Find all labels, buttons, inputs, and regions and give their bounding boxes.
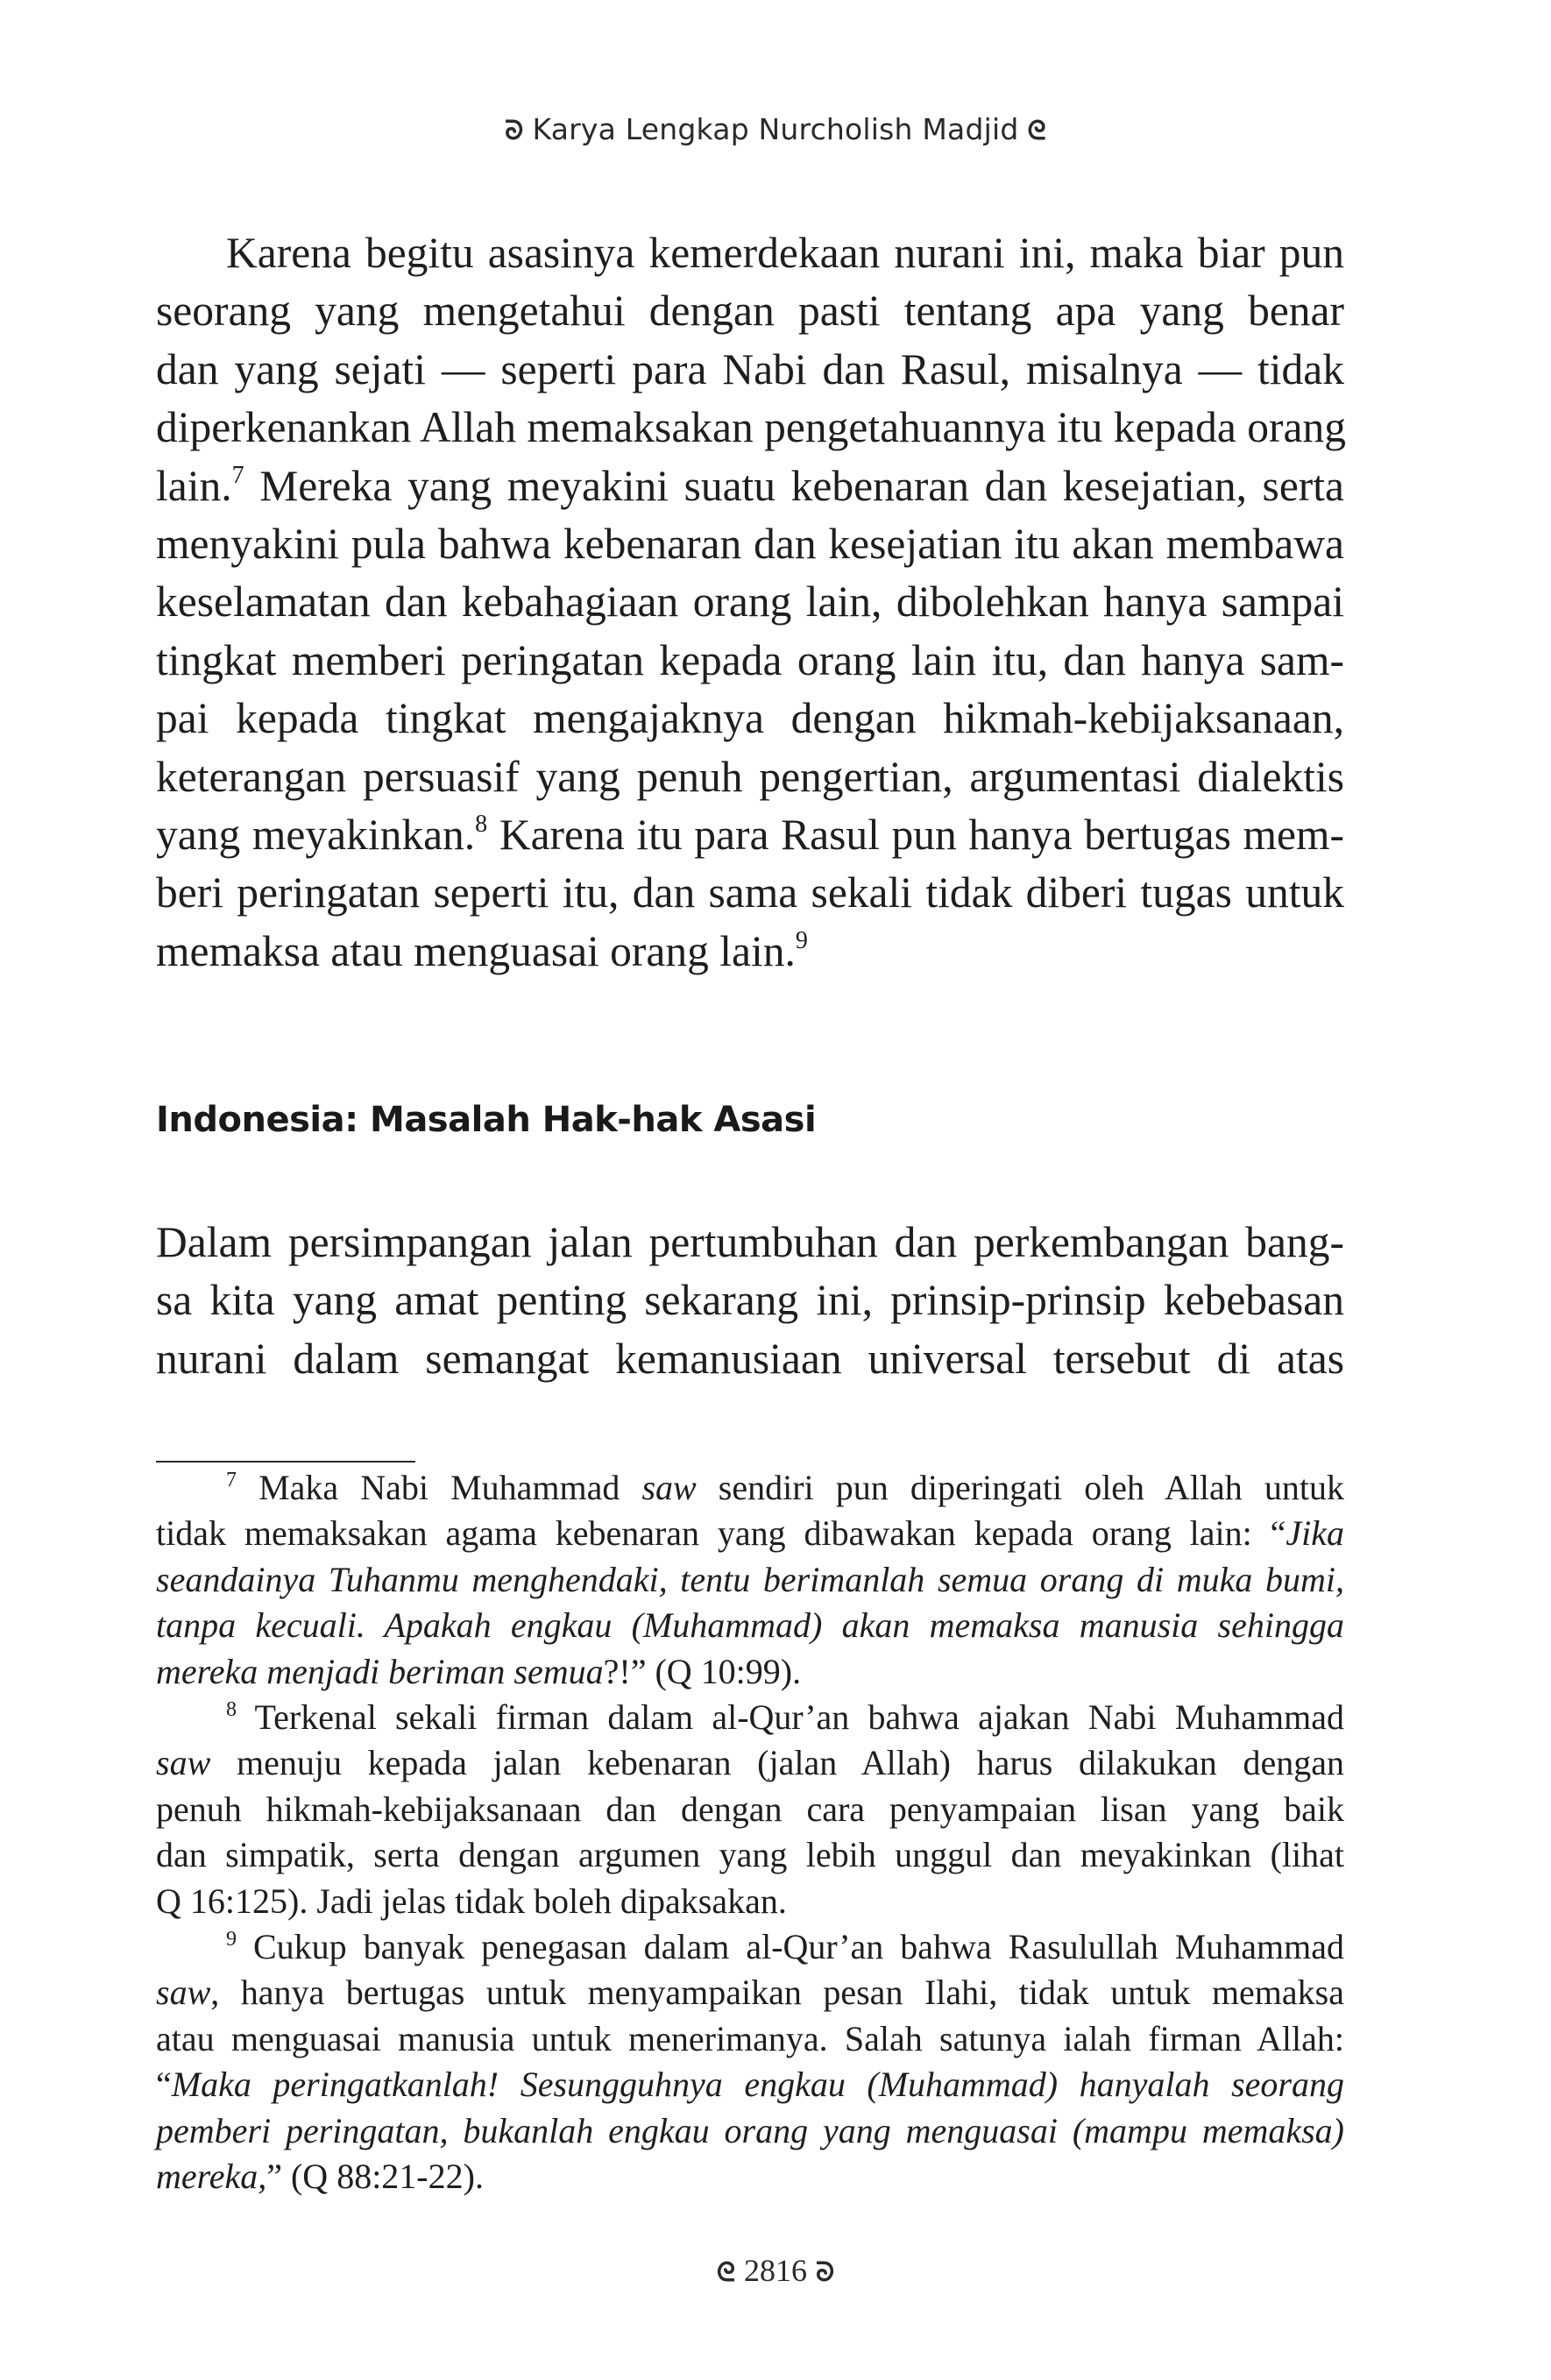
text-segment: Mereka yang meyakini suatu kebenaran dan kesejatian, serta xyxy=(244,461,1344,510)
text-line: sa kita yang amat penting sekarang ini, prinsip-prinsip kebebasan xyxy=(156,1276,1344,1325)
footnote-9 xyxy=(156,1924,1344,2199)
text-line: dan yang sejati — seperti para Nabi dan Rasul, misalnya — tidak xyxy=(156,344,1344,393)
text-segment: ?!” (Q 10:99). xyxy=(603,1651,802,1691)
text-segment: Maka Nabi Muhammad xyxy=(237,1468,642,1507)
footnote-line xyxy=(156,1465,1344,1511)
footnote-line xyxy=(156,1649,1344,1695)
footnote-line: Q 16:125). Jadi jelas tidak boleh dipaksakan. xyxy=(156,1881,787,1921)
text-segment: Karena itu para Rasul pun hanya bertugas mem- xyxy=(487,811,1345,860)
text-segment: menuju kepada jalan kebenaran (jalan Allah) harus dilakukan dengan xyxy=(210,1743,1344,1783)
footnote-line xyxy=(156,1740,1344,1786)
footnote-number: 7 xyxy=(226,1469,237,1491)
text-italic: Jika xyxy=(1285,1513,1344,1554)
footnote-divider xyxy=(156,1461,415,1463)
ornament-right-icon: ᘐ xyxy=(816,2257,835,2288)
ornament-right-icon: ᘓ xyxy=(1027,116,1046,146)
text-line: nurani dalam semangat kemanusiaan universal tersebut di atas xyxy=(156,1334,1344,1383)
text-line: seorang yang mengetahui dengan pasti tentang apa yang benar xyxy=(156,287,1344,336)
text-segment: sendiri pun diperingati oleh Allah untuk xyxy=(696,1468,1344,1507)
running-header-title: Karya Lengkap Nurcholish Madjid xyxy=(532,112,1019,146)
text-line xyxy=(156,457,1344,515)
page-number-footer xyxy=(0,2252,1551,2289)
footnote-line xyxy=(156,1603,1344,1648)
text-italic: saw xyxy=(156,1973,211,2013)
footnote-line: penuh hikmah-kebijaksanaan dan dengan cara penyampaian lisan yang baik xyxy=(156,1789,1344,1829)
footnote-line: dan simpatik, serta dengan argumen yang lebih unggul dan meyakinkan (lihat xyxy=(156,1835,1344,1875)
footnote-ref-8[interactable]: 8 xyxy=(475,811,488,839)
text-line: beri peringatan seperti itu, dan sama sekali tidak diberi tugas untuk xyxy=(156,868,1344,917)
text-line xyxy=(156,806,1344,864)
text-line: menyakini pula bahwa kebenaran dan kesejatian itu akan membawa xyxy=(156,520,1344,569)
text-segment: tidak memaksakan agama kebenaran yang dibawakan kepada orang lain: “ xyxy=(156,1513,1286,1554)
footnotes xyxy=(156,1465,1344,2200)
ornament-left-icon: ᘓ xyxy=(716,2257,735,2288)
footnote-line xyxy=(156,1695,1344,1740)
text-italic: mereka, xyxy=(156,2157,267,2197)
text-italic: mereka menjadi beriman semua xyxy=(156,1651,604,1691)
footnote-line xyxy=(156,1970,1344,2015)
footnote-line xyxy=(156,1924,1344,1970)
text-italic: seandainya Tuhanmu menghendaki, tentu berimanlah semua orang di muka bumi, xyxy=(156,1559,1344,1599)
text-italic: saw xyxy=(641,1468,697,1507)
text-line: Dalam persimpangan jalan pertumbuhan dan perkembangan bang- xyxy=(156,1218,1344,1266)
text-segment: “ xyxy=(156,2065,172,2105)
text-line: Karena begitu asasinya kemerdekaan nurani ini, maka biar pun xyxy=(226,229,1344,277)
footnote-line xyxy=(156,2062,1344,2107)
text-italic: Maka peringatkanlah! Sesungguhnya engkau (Muhammad) hanyalah seorang xyxy=(171,2065,1344,2105)
text-line: keselamatan dan kebahagiaan orang lain, dibolehkan hanya sampai xyxy=(156,577,1344,627)
text-italic: tanpa kecuali. Apakah engkau (Muhammad) akan memaksa manusia sehingga xyxy=(156,1605,1344,1646)
footnote-8 xyxy=(156,1695,1344,1924)
text-segment: , hanya bertugas untuk menyampaikan pesan Ilahi, tidak untuk memaksa xyxy=(210,1973,1344,2013)
text-segment: lain. xyxy=(156,461,232,510)
text-line: pai kepada tingkat mengajaknya dengan hikmah-kebijaksanaan, xyxy=(156,694,1344,743)
body-paragraph-1 xyxy=(156,224,1344,981)
text-line: tingkat memberi peringatan kepada orang lain itu, dan hanya sam- xyxy=(156,635,1344,684)
running-header xyxy=(0,112,1551,146)
footnote-number: 8 xyxy=(226,1698,237,1722)
footnote-ref-9[interactable]: 9 xyxy=(795,926,808,954)
footnote-line xyxy=(156,1511,1344,1556)
footnote-line xyxy=(156,1557,1344,1603)
text-italic: pemberi peringatan, bukanlah engkau orang yang menguasai (mampu memaksa) xyxy=(156,2110,1344,2150)
footnote-line xyxy=(156,2154,1344,2199)
text-line: diperkenankan Allah memaksakan pengetahuannya itu kepada orang xyxy=(156,403,1346,452)
text-segment: ” (Q 88:21-22). xyxy=(266,2157,484,2197)
footnote-line: atau menguasai manusia untuk menerimanya. Salah satunya ialah firman Allah: xyxy=(156,2018,1344,2058)
footnote-ref-7[interactable]: 7 xyxy=(231,461,244,489)
text-segment: yang meyakinkan. xyxy=(156,811,476,860)
text-line: keterangan persuasif yang penuh pengertian, argumentasi dialektis xyxy=(156,752,1344,801)
text-segment: memaksa atau menguasai orang lain. xyxy=(156,926,796,975)
page-number: 2816 xyxy=(744,2253,807,2288)
footnote-number: 9 xyxy=(226,1928,237,1951)
body-paragraph-2 xyxy=(156,1214,1344,1388)
text-segment: Cukup banyak penegasan dalam al-Qur’an bahwa Rasulullah Muhammad xyxy=(237,1927,1344,1967)
text-italic: saw xyxy=(156,1743,211,1783)
text-segment: Terkenal sekali firman dalam al-Qur’an bahwa ajakan Nabi Muhammad xyxy=(237,1697,1344,1738)
ornament-left-icon: ᘐ xyxy=(505,116,524,146)
footnote-line xyxy=(156,2108,1344,2154)
footnote-7 xyxy=(156,1465,1344,1695)
section-heading: Indonesia: Masalah Hak-hak Asasi xyxy=(156,1100,817,1140)
text-line xyxy=(156,923,1344,981)
